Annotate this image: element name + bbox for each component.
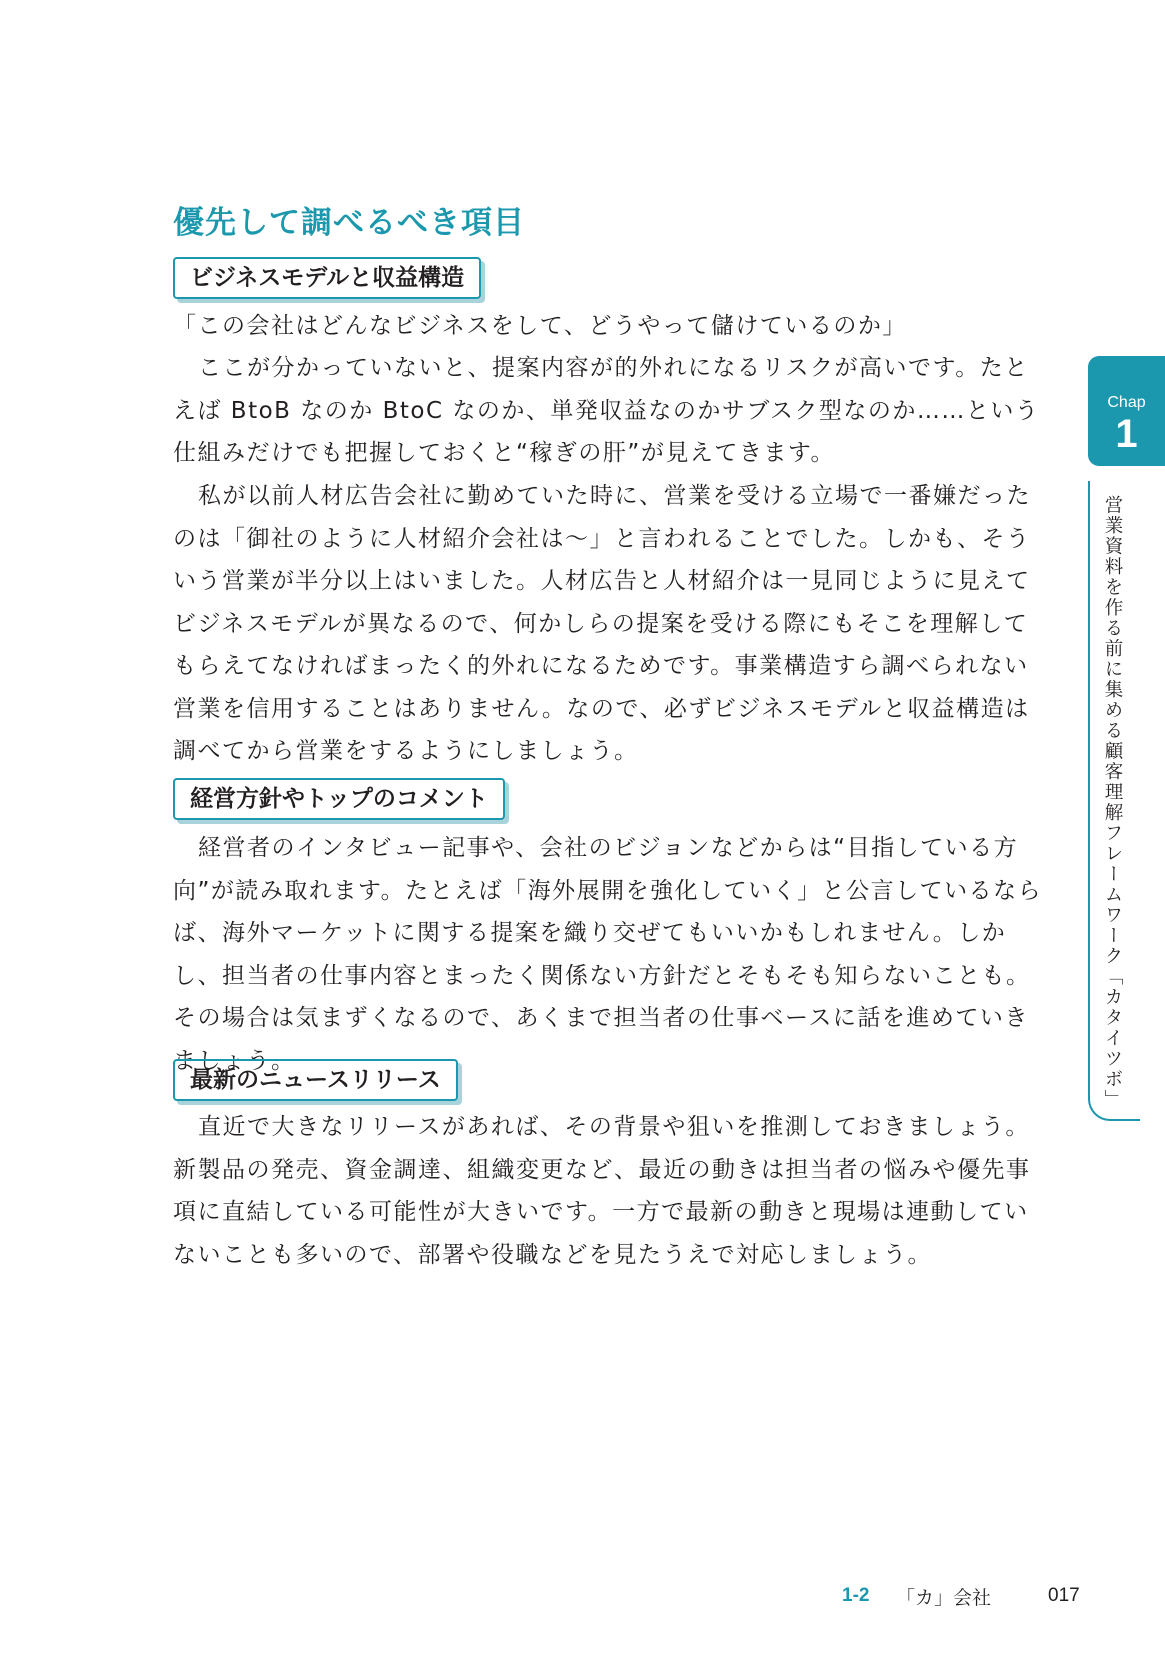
- footer-section-title: 「カ」会社: [896, 1587, 992, 1609]
- body-paragraph: 経営者のインタビュー記事や、会社のビジョンなどからは“目指している方向”が読み取れます。たとえば「海外展開を強化していく」と公言しているならば、海外マーケットに関する提案を織り交ぜてもいいかもしれません。しかし、担当者の仕事内容とまったく関係ない方針だとそもそも知らないことも。その場合は気まずくなるので、あくまで担当者の仕事ベースに話を進めていきましょう。: [173, 835, 1043, 1074]
- page-heading: 優先して調べるべき項目: [173, 205, 525, 241]
- body-paragraph: 直近で大きなリリースがあれば、その背景や狙いを推測しておきましょう。新製品の発売、資金調達、組織変更など、最近の動きは担当者の悩みや優先事項に直結している可能性が大きいです。一方で最新の動きと現場は連動していないことも多いので、部署や役職などを見たうえで対応しましょう。: [173, 1114, 1031, 1268]
- chapter-label: Chap: [1107, 394, 1146, 411]
- subheading-management-policy: 経営方針やトップのコメント: [173, 778, 505, 820]
- subheading-news-release: 最新のニュースリリース: [173, 1059, 458, 1101]
- subheading-business-model: ビジネスモデルと収益構造: [173, 257, 481, 299]
- body-paragraph: 私が以前人材広告会社に勤めていた時に、営業を受ける立場で一番嫌だったのは「御社のように人材紹介会社は～」と言われることでした。しかも、そういう営業が半分以上はいました。人材広告と人材紹介は一見同じように見えてビジネスモデルが異なるので、何かしらの提案を受ける際にもそこを理解してもらえてなければまったく的外れになるためです。事業構造すら調べられない営業を信用することはありません。なので、必ずビジネスモデルと収益構造は調べてから営業をするようにしましょう。: [173, 483, 1031, 764]
- chapter-number: 1: [1115, 412, 1138, 456]
- chapter-tab: [1088, 356, 1165, 466]
- page-number: 017: [1048, 1585, 1080, 1606]
- body-paragraph: ここが分かっていないと、提案内容が的外れになるリスクが高いです。たとえば BtoB なのか BtoC なのか、単発収益なのかサブスク型なのか……という仕組みだけでも把握しておくと“稼ぎの肝”が見えてきます。: [173, 355, 1040, 466]
- chapter-title: 営業資料を作る前に集める顧客理解フレームワーク「カタイツボ」: [1102, 495, 1123, 1110]
- quote-line: 「この会社はどんなビジネスをして、どうやって儲けているのか」: [173, 313, 907, 339]
- footer-section-number: 1-2: [842, 1585, 870, 1606]
